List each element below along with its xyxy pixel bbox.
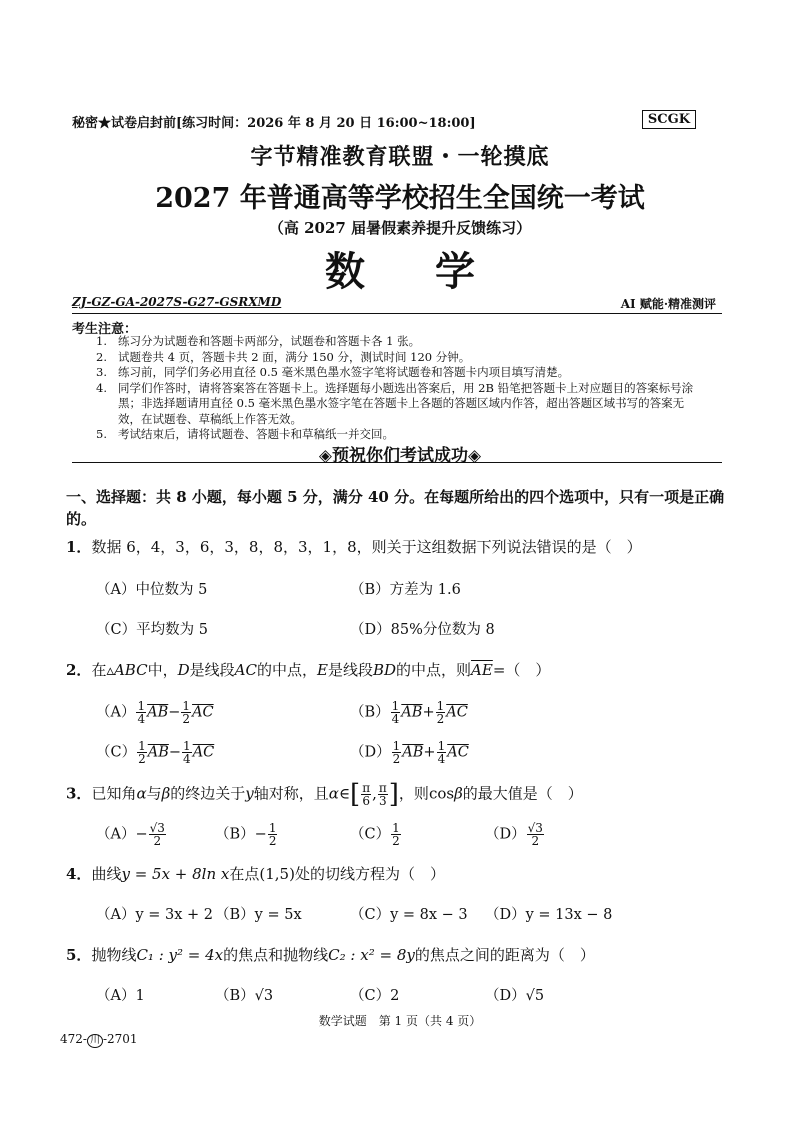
option-label: （B） [350,704,390,721]
notice-item [96,381,706,428]
function-name: cos [428,784,455,803]
vector-label: $\overline{AC}$ [446,704,468,721]
stem-text: 处的切线方程为（ ） [294,865,445,883]
formula: C₂ : x² = 8y [328,946,415,964]
segment-label: AC [234,661,257,679]
denominator: 4 [437,752,446,766]
q4-option-a: （A）y = 3x + 2 [96,907,214,923]
operator: + [423,744,436,761]
notice-text: 考试结束后，请将试题卷、答题卡和草稿纸一并交回。 [118,427,394,441]
option-label: （B） [215,826,255,843]
numerator: 1 [182,699,191,713]
stem-text: 轴对称，且 [253,784,329,803]
fraction [527,822,544,847]
numerator: 1 [183,739,191,753]
denominator: 2 [182,712,191,726]
greek-symbol: α [328,784,339,803]
formula: C₁ : y² = 4x [136,946,224,964]
vector-label: $\overline{AB}$ [147,704,169,721]
q5-option-d: （D）√5 [485,988,545,1004]
fraction [181,700,191,725]
bracket: [ [350,779,361,810]
question-number: 2． [66,661,92,679]
exam-subtitle: （高 2027 届暑假素养提升反馈练习） [268,219,532,237]
stem-text: 的中点， [256,661,317,679]
denominator: 2 [531,834,540,848]
numerator: 1 [137,699,146,713]
notice-text: 试题卷共 4 页，答题卡共 2 面，满分 150 分，测试时间 120 分钟。 [118,349,471,364]
code-text: 472- [60,1032,87,1046]
q2-option-d [350,740,469,765]
vector-label: $\overline{AC}$ [192,704,214,721]
vector-label: $\overline{AB}$ [402,744,424,761]
stem-text: 的中点，则 [396,661,472,679]
stem-text: 曲线 [91,865,122,883]
fraction [136,700,146,725]
q1-option-d: （D）85%分位数为 8 [350,622,495,638]
subject-title: 数学 [325,248,545,295]
stem-text: ，则 [398,784,429,803]
fraction [436,700,446,725]
question-number: 4． [66,865,92,883]
greek-symbol: β [161,784,171,803]
numerator: √3 [149,821,165,835]
fraction [391,700,401,725]
exam-secret-line: 秘密★试卷启封前[练习时间：2026 年 8 月 20 日 16:00~18:00] [72,116,476,131]
question-number: 3． [66,784,92,803]
option-label: （D） [485,826,526,843]
q1-option-b: （B）方差为 1.6 [350,582,461,598]
header-divider [72,313,722,314]
fraction [378,782,388,807]
q1-option-a: （A）中位数为 5 [96,582,208,598]
option-label: （D） [350,744,391,761]
fraction [437,740,447,765]
stem-text: 在▵ [91,661,114,679]
question-number: 1． [66,538,92,556]
stem-text: 的终边关于 [170,784,246,803]
formula: (1,5) [259,865,295,883]
numerator: 1 [391,699,400,713]
bracket: ] [388,779,399,810]
greek-symbol: α [136,784,147,803]
axis-symbol: y [245,784,254,803]
question-3 [66,779,583,810]
stem-text: 与 [146,784,162,803]
q3-option-a [96,822,167,847]
notice-num: 5. [96,427,107,441]
fraction [182,740,192,765]
numerator: 1 [138,739,146,753]
q3-option-b [215,822,278,847]
denominator: 3 [379,794,387,808]
option-label: （C） [350,826,391,843]
q5-option-b: （B）√3 [215,988,274,1004]
denominator: 2 [268,834,277,848]
denominator: 6 [362,794,370,808]
numerator: 1 [392,739,401,753]
vector-label: $\overline{AB}$ [401,704,423,721]
segment-label: BD [372,661,397,679]
formula: y = 5x + 8ln x [121,865,230,883]
operator: + [422,704,435,721]
q5-option-a: （A）1 [96,988,145,1004]
vector-label: $\overline{AE}$ [471,661,493,679]
operator: − [168,704,181,721]
q4-option-b: （B）y = 5x [215,907,302,923]
q2-option-b [350,700,468,725]
notice-text: 同学们作答时，请将答案答在答题卡上。选择题每小题选出答案后，用 2B 铅笔把答题卡上对应题目的答案标号涂黑；非选择题请用直径 0.5 毫米黑色墨水签字笔在答题卡上各题的答题区域内作答，超出答题区域书写的答案无效，在试题卷、草稿纸上作答无效。 [118,380,694,426]
notice-text: 练习分为试题卷和答题卡两部分，试题卷和答题卡各 1 张。 [118,334,421,348]
notice-item [96,365,706,381]
q2-option-a [96,700,214,725]
numerator: 1 [268,821,277,835]
notice-title: 考生注意： [72,322,138,337]
notice-text: 练习前，同学们务必用直径 0.5 毫米黑色墨水签字笔将试题卷和答题卡内项目填写清楚。 [118,365,570,379]
stem-text: 中， [147,661,178,679]
notice-num: 1. [96,334,107,348]
alliance-title: 字节精准教育联盟・一轮摸底 [250,144,550,170]
fraction [137,740,147,765]
question-4 [66,864,445,884]
fraction [361,782,371,807]
q3-option-c [350,822,402,847]
stem-text: 是线段 [189,661,235,679]
operator: − [135,826,148,843]
q4-option-c: （C）y = 8x − 3 [350,907,468,923]
q3-option-d [485,822,545,847]
vector-label: $\overline{AB}$ [147,744,169,761]
point-label: D [177,661,190,679]
notice-num: 4. [96,380,107,395]
q5-option-c: （C）2 [350,988,400,1004]
denominator: 4 [391,712,400,726]
fraction [391,822,401,847]
numerator: 1 [392,821,400,835]
denominator: 2 [138,752,146,766]
stem-text: 的焦点之间的距离为（ ） [414,946,595,964]
stem-text: =（ ） [492,661,551,679]
fraction [392,740,402,765]
page-footer: 数学试题 第 1 页（共 4 页） [318,1014,482,1028]
exam-title: 2027 年普通高等学校招生全国统一考试 [155,183,645,214]
stem-text: 已知角 [91,784,137,803]
q2-option-c [96,740,214,765]
notice-item [96,334,706,350]
code-text: -2701 [102,1032,138,1046]
operator: ∈ [338,784,351,803]
triangle-label: ABC [113,661,148,679]
denominator: 4 [137,712,146,726]
fraction [149,822,166,847]
denominator: 4 [183,752,191,766]
stem-text: 是线段 [327,661,373,679]
numerator: π [362,781,371,795]
notice-num: 3. [96,365,107,379]
point-label: E [316,661,328,679]
greek-symbol: β [454,784,463,803]
stem-text: 的最大值是（ ） [462,784,583,803]
print-code [60,1032,138,1048]
numerator: 1 [437,739,446,753]
stem-text: 的焦点和抛物线 [223,946,329,964]
q4-option-d: （D）y = 13x − 8 [485,907,613,923]
scgk-badge: SCGK [642,110,696,129]
question-2 [66,660,550,680]
separator: , [372,784,377,803]
section-heading: 一、选择题：共 8 小题，每小题 5 分，满分 40 分。在每题所给出的四个选项中，只有一项是正确的。 [66,488,725,528]
denominator: 2 [153,834,162,848]
denominator: 2 [392,834,400,848]
numerator: 1 [436,699,445,713]
fraction [268,822,278,847]
question-stem: 数据 6，4，3，6，3，8，8，3，1，8，则关于这组数据下列说法错误的是（ ） [91,538,642,556]
denominator: 2 [392,752,401,766]
question-5 [66,945,595,965]
option-label: （A） [96,826,136,843]
question-number: 5． [66,946,92,964]
option-label: （A） [96,704,136,721]
q1-option-c: （C）平均数为 5 [96,622,208,638]
vector-label: $\overline{AC}$ [447,744,469,761]
stem-text: 在点 [229,865,260,883]
circled-mark: 川 [87,1034,103,1048]
question-1 [66,537,642,557]
numerator: √3 [527,821,543,835]
numerator: π [378,781,387,795]
operator: − [254,826,267,843]
notice-list [96,334,706,443]
good-luck-banner: ◈预祝你们考试成功◈ [318,446,482,466]
ai-label: AI 赋能·精准测评 [620,297,716,311]
stem-text: 抛物线 [91,946,137,964]
notice-item [96,350,706,366]
denominator: 2 [436,712,445,726]
operator: − [168,744,182,761]
notice-num: 2. [96,349,107,364]
paper-code: ZJ-GZ-GA-2027S-G27-GSRXMD [72,295,282,309]
option-label: （C） [96,744,137,761]
vector-label: $\overline{AC}$ [192,744,215,761]
